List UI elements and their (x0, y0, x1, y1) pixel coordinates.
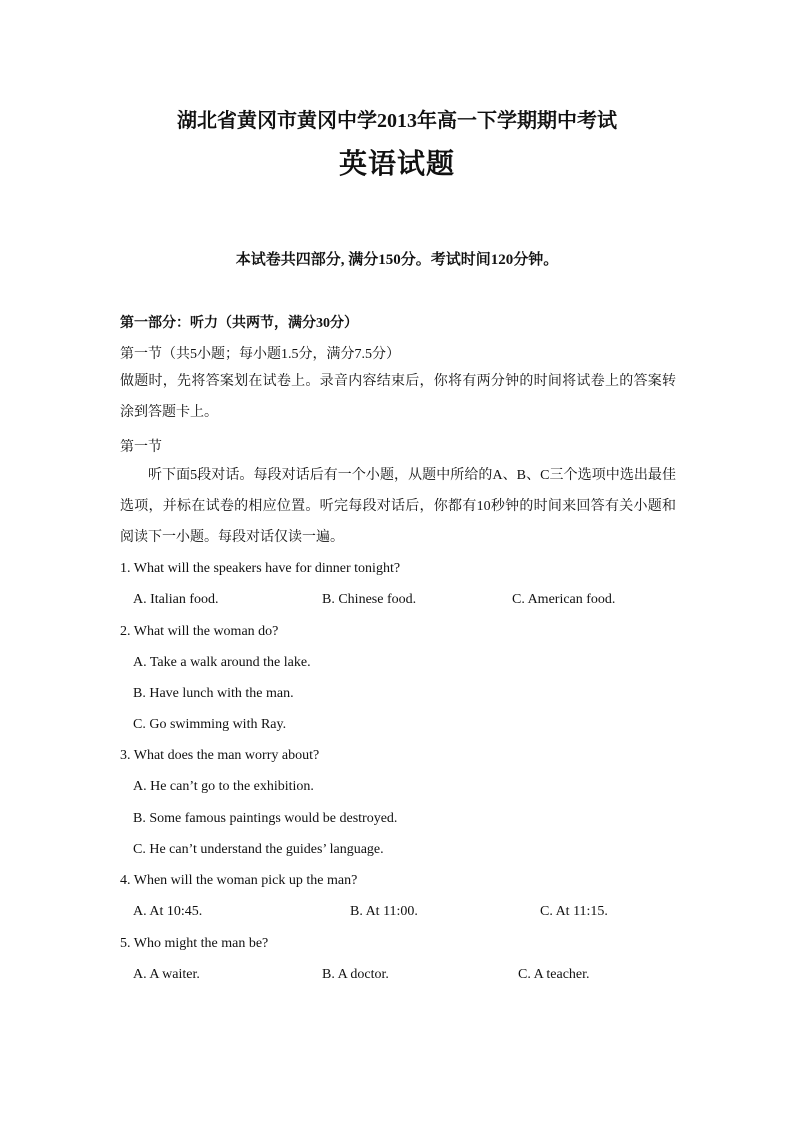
part1-heading: 第一部分：听力（共两节，满分30分） (120, 316, 358, 331)
q1-option-a: A. Italian food. (133, 592, 219, 607)
exam-intro: 本试卷共四部分, 满分150分。考试时间120分钟。 (235, 252, 559, 268)
q2-option-a: A. Take a walk around the lake. (133, 655, 311, 670)
q5-option-b: B. A doctor. (322, 967, 389, 982)
section-heading: 第一节（共5小题；每小题1.5分，满分7.5分） (120, 347, 400, 362)
q4-option-b: B. At 11:00. (350, 904, 418, 919)
question-stem-5: 5. Who might the man be? (120, 936, 269, 951)
q4-option-a: A. At 10:45. (133, 904, 203, 919)
directions-paragraph: 听下面5段对话。每段对话后有一个小题，从题中所给的A、B、C三个选项中选出最佳选项，并标在试卷的相应位置。听完每段对话后，你都有10秒钟的时间来回答有关小题和阅读下一小题。每段对话仅读一遍。 (120, 468, 676, 545)
section-label: 第一节 (120, 440, 162, 455)
q4-option-c: C. At 11:15. (540, 904, 608, 919)
q3-option-c: C. He can’t understand the guides’ language. (133, 842, 384, 857)
instructions-paragraph: 做题时，先将答案划在试卷上。录音内容结束后，你将有两分钟的时间将试卷上的答案转涂到答题卡上。 (120, 374, 676, 420)
q3-option-a: A. He can’t go to the exhibition. (133, 779, 314, 794)
exam-subject-title: 英语试题 (338, 149, 455, 180)
question-stem-3: 3. What does the man worry about? (120, 748, 320, 763)
q3-option-b: B. Some famous paintings would be destroyed. (133, 811, 398, 826)
q1-option-c: C. American food. (512, 592, 616, 607)
q2-option-c: C. Go swimming with Ray. (133, 717, 287, 732)
q5-option-c: C. A teacher. (518, 967, 590, 982)
exam-title: 湖北省黄冈市黄冈中学2013年高一下学期期中考试 (177, 110, 617, 132)
question-stem-2: 2. What will the woman do? (120, 624, 279, 639)
question-stem-4: 4. When will the woman pick up the man? (120, 873, 358, 888)
q5-option-a: A. A waiter. (133, 967, 200, 982)
q1-option-b: B. Chinese food. (322, 592, 417, 607)
question-stem-1: 1. What will the speakers have for dinner tonight? (120, 561, 401, 576)
q2-option-b: B. Have lunch with the man. (133, 686, 294, 701)
